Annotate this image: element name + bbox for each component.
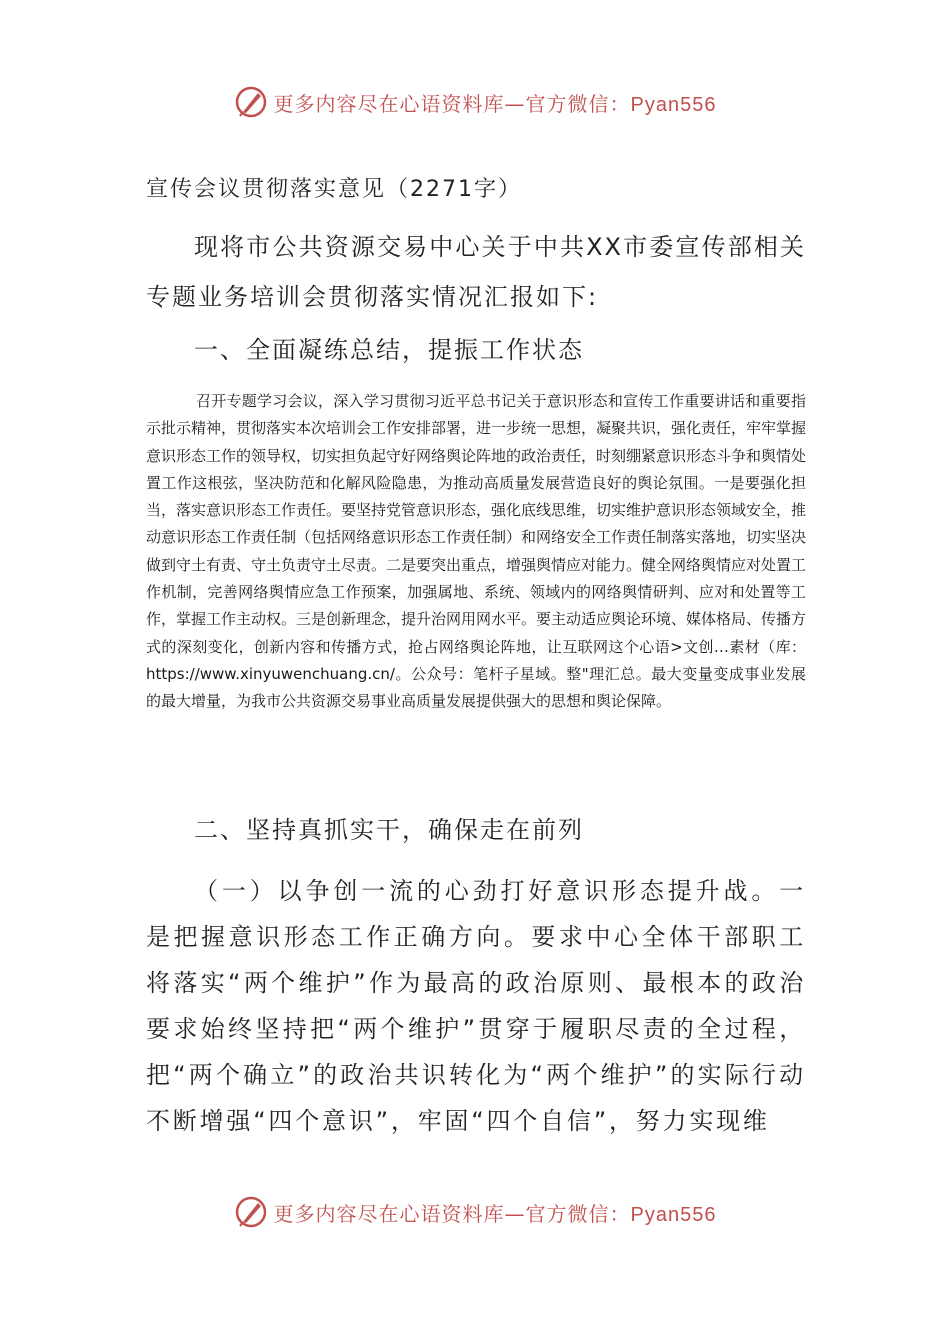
banner-slogan: 更多内容尽在心语资料库—官方微信： xyxy=(273,91,631,116)
banner-text xyxy=(274,1198,717,1227)
footer-banner xyxy=(0,1192,950,1232)
banner-slogan: 更多内容尽在心语资料库—官方微信： xyxy=(273,1201,631,1226)
document-title: 宣传会议贯彻落实意见（2271字） xyxy=(146,177,522,202)
banner-wechat-id: Pyan556 xyxy=(630,93,717,116)
header-banner xyxy=(0,82,950,122)
banner-wechat-id: Pyan556 xyxy=(630,1203,717,1226)
banner-text xyxy=(274,88,717,117)
intro-paragraph: 现将市公共资源交易中心关于中共XX市委宣传部相关专题业务培训会贯彻落实情况汇报如下: xyxy=(146,233,806,311)
section2-body: （一）以争创一流的心劲打好意识形态提升战。一是把握意识形态工作正确方向。要求中心全体干部职工将落实“两个维护”作为最高的政治原则、最根本的政治要求始终坚持把“两个维护”贯穿于履职尽责的全过程，把“两个确立”的政治共识转化为“两个维护”的实际行动不断增强“四个意识”，牢固“四个自信”，努力实现维 xyxy=(146,877,806,1135)
section2-heading: 二、坚持真抓实干，确保走在前列 xyxy=(194,816,584,844)
section1-body: 召开专题学习会议，深入学习贯彻习近平总书记关于意识形态和宣传工作重要讲话和重要指示批示精神，贯彻落实本次培训会工作安排部署，进一步统一思想，凝聚共识，强化责任，牢牢掌握意识形态工作的领导权，切实担负起守好网络舆论阵地的政治责任，时刻绷紧意识形态斗争和舆情处置工作这根弦，坚决防范和化解风险隐患，为推动高质量发展营造良好的舆论氛围。一是要强化担当，落实意识形态工作责任。要坚持党管意识形态，强化底线思维，切实维护意识形态领域安全，推动意识形态工作责任制（包括网络意识形态工作责任制）和网络安全工作责任制落实落地，切实坚决做到守土有责、守土负责守土尽责。二是要突出重点，增强舆情应对能力。健全网络舆情应对处置工作机制，完善网络舆情应急工作预案，加强属地、系统、领域内的网络舆情研判、应对和处置等工作，掌握工作主动权。三是创新理念，提升治网用网水平。要主动适应舆论环境、媒体格局、传播方式的深刻变化，创新内容和传播方式，抢占网络舆论阵地，让互联网这个心语>文创…素材（库：https://www.xinyuwenchuang.cn/。公众号：笔杆子星域。整"理汇总。最大变量变成事业发展的最大增量，为我市公共资源交易事业高质量发展提供强大的思想和舆论保障。 xyxy=(146,392,807,711)
section1-heading: 一、全面凝练总结，提振工作状态 xyxy=(194,336,584,364)
quill-pen-logo-icon xyxy=(234,1195,268,1229)
quill-pen-logo-icon xyxy=(234,85,268,119)
